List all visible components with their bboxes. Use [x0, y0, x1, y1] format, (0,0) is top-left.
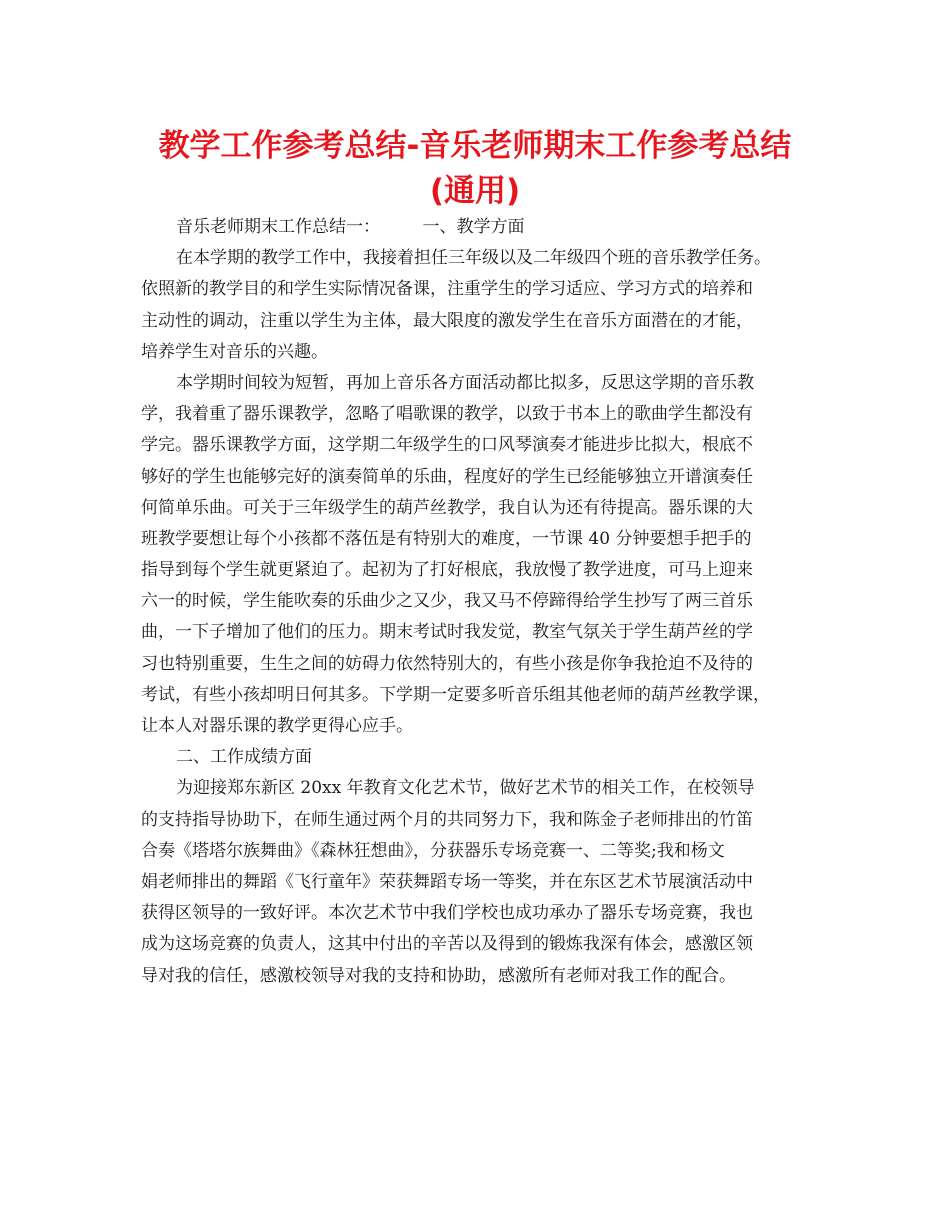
text-line: 本学期时间较为短暂，再加上音乐各方面活动都比拟多，反思这学期的音乐教	[176, 372, 754, 393]
document-body	[141, 212, 831, 992]
text-line: 曲，一下子增加了他们的压力。期末考试时我发觉，教室气氛关于学生葫芦丝的学	[141, 622, 753, 643]
text-line: 为迎接郑东新区 20xx 年教育文化艺术节，做好艺术节的相关工作，在校领导	[176, 778, 755, 799]
text-line: 导对我的信任，感激校领导对我的支持和协助，感激所有老师对我工作的配合。	[141, 965, 736, 986]
text-line: 指导到每个学生就更紧迫了。起初为了打好根底，我放慢了教学进度，可马上迎来	[141, 560, 753, 581]
text-line: 让本人对器乐课的教学更得心应手。	[141, 716, 413, 736]
text-line: 何简单乐曲。可关于三年级学生的葫芦丝教学，我自认为还有待提高。器乐课的大	[141, 497, 753, 518]
text-line: 合奏《塔塔尔族舞曲》《森林狂想曲》，分获器乐专场竞赛一、二等奖;我和杨文	[141, 840, 725, 861]
text-line: 六一的时候，学生能吹奏的乐曲少之又少，我又马不停蹄得给学生抄写了两三首乐	[141, 591, 753, 612]
text-line: 二、工作成绩方面	[176, 747, 312, 768]
text-line: 音乐老师期末工作总结一： 一、教学方面	[176, 217, 525, 237]
text-line: 成为这场竞赛的负责人，这其中付出的辛苦以及得到的锻炼我深有体会，感激区领	[141, 934, 753, 955]
text-line: 的支持指导协助下，在师生通过两个月的共同努力下，我和陈金子老师排出的竹笛	[141, 809, 753, 830]
text-line: 班教学要想让每个小孩都不落伍是有特别大的难度，一节课 40 分钟要想手把手的	[141, 528, 752, 549]
document-title-line2: (通用)	[429, 173, 521, 209]
text-line: 在本学期的教学工作中，我接着担任三年级以及二年级四个班的音乐教学任务。	[176, 248, 771, 269]
document-title-line1: 教学工作参考总结-音乐老师期末工作参考总结	[158, 128, 792, 164]
text-line: 培养学生对音乐的兴趣。	[141, 341, 328, 362]
text-line: 够好的学生也能够完好的演奏简单的乐曲，程度好的学生已经能够独立开谱演奏任	[141, 466, 753, 487]
text-line: 习也特别重要，生生之间的妨碍力依然特别大的，有些小孩是你争我抢迫不及待的	[141, 653, 753, 674]
text-line: 娟老师排出的舞蹈《飞行童年》荣获舞蹈专场一等奖，并在东区艺术节展演活动中	[141, 871, 753, 892]
text-line: 依照新的教学目的和学生实际情况备课，注重学生的学习适应、学习方式的培养和	[141, 279, 753, 300]
text-line: 获得区领导的一致好评。本次艺术节中我们学校也成功承办了器乐专场竞赛，我也	[141, 903, 753, 924]
text-line: 考试，有些小孩却明日何其多。下学期一定要多听音乐组其他老师的葫芦丝教学课，	[141, 684, 770, 705]
text-line: 学，我着重了器乐课教学，忽略了唱歌课的教学，以致于书本上的歌曲学生都没有	[141, 404, 753, 425]
text-line: 主动性的调动，注重以学生为主体，最大限度的激发学生在音乐方面潜在的才能，	[141, 310, 753, 331]
text-line: 学完。器乐课教学方面，这学期二年级学生的口风琴演奏才能进步比拟大，根底不	[141, 435, 753, 456]
